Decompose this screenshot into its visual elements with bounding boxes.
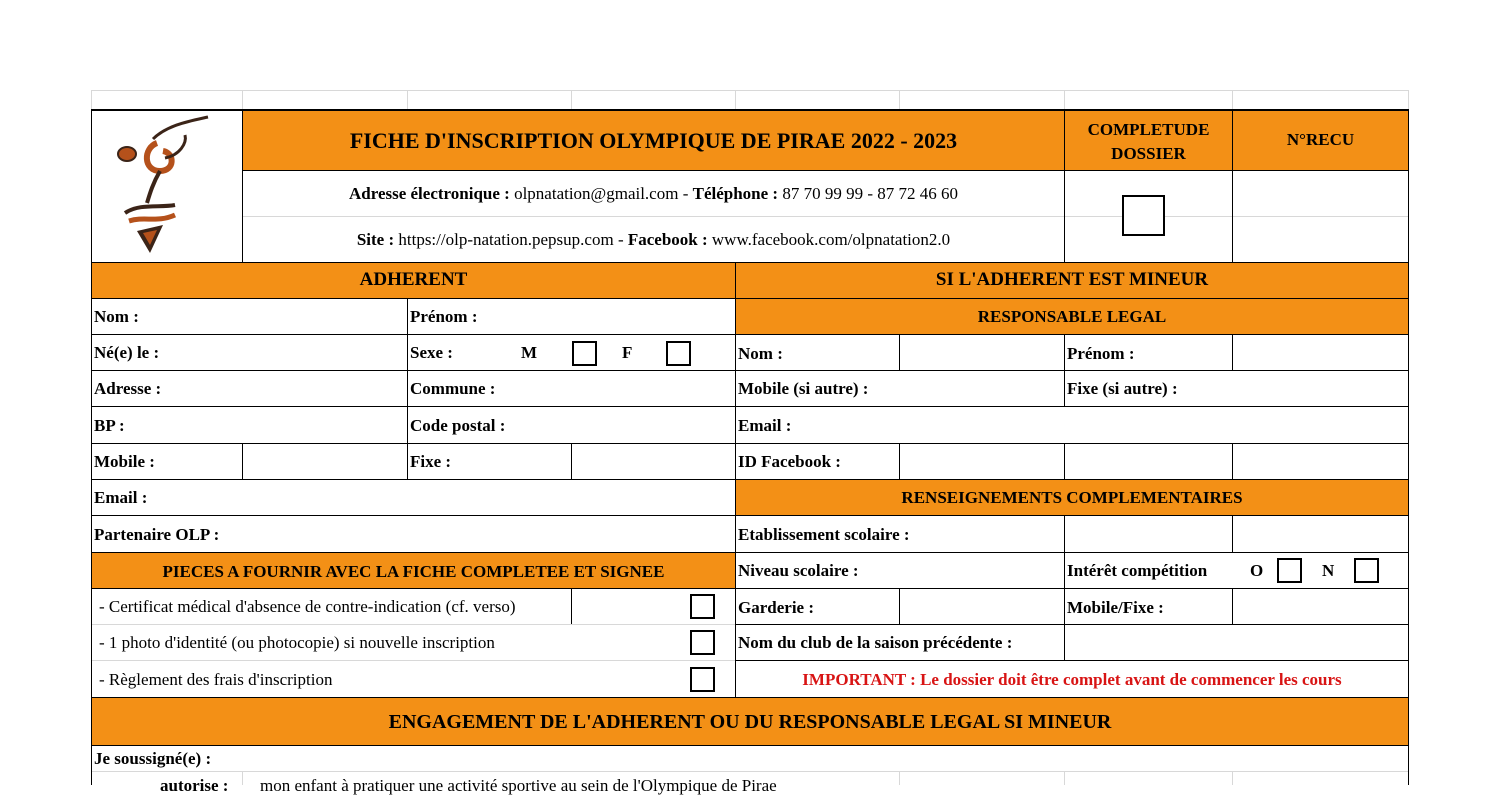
adherent-heading: ADHERENT: [359, 269, 468, 290]
facebook-label: Facebook :: [627, 230, 708, 249]
gridline: [92, 624, 735, 625]
border: [899, 443, 900, 479]
autorise-text: mon enfant à pratiquer une activité sportive au sein de l'Olympique de Pirae: [260, 776, 777, 795]
interet-non-label: N: [1322, 561, 1335, 580]
separator: -: [613, 230, 628, 249]
border: [1064, 515, 1065, 661]
border: [91, 443, 1409, 444]
site-value[interactable]: https://olp-natation.pepsup.com: [398, 230, 614, 249]
border: [1232, 588, 1233, 624]
border: [91, 109, 92, 785]
phone-value: 87 70 99 99 - 87 72 46 60: [782, 184, 959, 203]
border: [91, 552, 1409, 553]
border: [91, 262, 1409, 263]
gridline: [735, 90, 736, 110]
facebook-value[interactable]: www.facebook.com/olpnatation2.0: [711, 230, 951, 249]
club-logo: [105, 113, 230, 258]
gridline: [91, 90, 92, 110]
border: [571, 443, 572, 479]
border: [735, 660, 1409, 661]
border: [91, 334, 1409, 335]
phone-label: Téléphone :: [692, 184, 779, 203]
email-label: Adresse électronique :: [348, 184, 510, 203]
recu-label: N°RECU: [1286, 130, 1355, 149]
border: [1232, 443, 1233, 479]
gridline: [899, 771, 900, 785]
gridline: [571, 90, 572, 110]
sexe-f-checkbox[interactable]: [666, 341, 691, 366]
border: [1232, 334, 1233, 370]
adherent-nom-label: Nom :: [94, 307, 139, 326]
gridline: [1232, 771, 1233, 785]
adherent-email-label: Email :: [94, 488, 148, 507]
gridline: [1064, 771, 1065, 785]
engagement-heading: ENGAGEMENT DE L'ADHERENT OU DU RESPONSABLE LEGAL SI MINEUR: [388, 711, 1112, 733]
border: [242, 443, 243, 479]
gridline: [243, 216, 1064, 217]
adherent-sexe-label: Sexe :: [410, 343, 453, 362]
responsable-email-label: Email :: [738, 416, 792, 435]
completude-checkbox[interactable]: [1122, 195, 1165, 236]
autorise-label: autorise :: [160, 776, 229, 795]
gridline: [1065, 216, 1408, 217]
adherent-fixe-label: Fixe :: [410, 452, 452, 471]
piece-item: - 1 photo d'identité (ou photocopie) si nouvelle inscription: [99, 633, 495, 652]
adherent-bp-label: BP :: [94, 416, 125, 435]
gridline: [1408, 90, 1409, 110]
responsable-heading: RESPONSABLE LEGAL: [977, 307, 1167, 326]
responsable-mobile-label: Mobile (si autre) :: [738, 379, 869, 398]
piece-checkbox[interactable]: [690, 630, 715, 655]
email-value[interactable]: olpnatation@gmail.com: [514, 184, 679, 203]
border: [91, 109, 1409, 111]
piece-item: - Règlement des frais d'inscription: [99, 670, 333, 689]
border: [735, 624, 1409, 625]
adherent-mobile-label: Mobile :: [94, 452, 155, 471]
border: [571, 588, 572, 624]
border: [91, 298, 1409, 299]
mobile-fixe-label: Mobile/Fixe :: [1067, 598, 1164, 617]
interet-label: Intérêt compétition: [1067, 561, 1208, 580]
interet-non-checkbox[interactable]: [1354, 558, 1379, 583]
adherent-commune-label: Commune :: [410, 379, 496, 398]
border: [407, 298, 408, 479]
border: [91, 479, 1409, 480]
form-title: FICHE D'INSCRIPTION OLYMPIQUE DE PIRAE 2022 - 2023: [349, 128, 958, 153]
niveau-label: Niveau scolaire :: [738, 561, 859, 580]
border: [1064, 443, 1065, 479]
adherent-prenom-label: Prénom :: [410, 307, 478, 326]
responsable-prenom-label: Prénom :: [1067, 344, 1135, 363]
gridline: [92, 771, 1408, 772]
border: [899, 334, 900, 370]
sexe-m-label: M: [521, 343, 538, 362]
border: [91, 515, 1409, 516]
responsable-facebook-label: ID Facebook :: [738, 452, 841, 471]
completude-label: COMPLETUDE DOSSIER: [1087, 120, 1210, 163]
piece-item: - Certificat médical d'absence de contre-indication (cf. verso): [99, 597, 516, 616]
interet-oui-label: O: [1250, 561, 1264, 580]
gridline: [242, 771, 243, 785]
border: [1408, 109, 1409, 785]
mineur-heading: SI L'ADHERENT EST MINEUR: [935, 269, 1209, 290]
renseignements-heading: RENSEIGNEMENTS COMPLEMENTAIRES: [901, 488, 1243, 507]
border: [91, 406, 1409, 407]
sexe-f-label: F: [622, 343, 633, 362]
border: [735, 262, 736, 698]
partenaire-label: Partenaire OLP :: [94, 525, 220, 544]
adherent-code-postal-label: Code postal :: [410, 416, 506, 435]
border: [91, 745, 1409, 746]
separator: -: [678, 184, 693, 203]
club-precedent-label: Nom du club de la saison précédente :: [738, 633, 1013, 652]
border: [899, 588, 900, 624]
gridline: [1232, 90, 1233, 110]
piece-checkbox[interactable]: [690, 667, 715, 692]
site-line: [243, 230, 1064, 250]
border: [1064, 334, 1065, 407]
border: [242, 170, 1409, 171]
site-label: Site :: [356, 230, 395, 249]
etablissement-label: Etablissement scolaire :: [738, 525, 910, 544]
responsable-fixe-label: Fixe (si autre) :: [1067, 379, 1178, 398]
pieces-heading: PIECES A FOURNIR AVEC LA FICHE COMPLETEE ET SIGNEE: [162, 562, 665, 581]
gridline: [1064, 90, 1065, 110]
gridline: [899, 90, 900, 110]
gridline: [92, 660, 735, 661]
border: [91, 697, 1409, 698]
responsable-nom-label: Nom :: [738, 344, 783, 363]
adherent-adresse-label: Adresse :: [94, 379, 162, 398]
interet-oui-checkbox[interactable]: [1277, 558, 1302, 583]
soussigne-label: Je soussigné(e) :: [94, 749, 212, 768]
gridline: [91, 90, 1409, 91]
sexe-m-checkbox[interactable]: [572, 341, 597, 366]
contact-line: [243, 184, 1064, 204]
important-notice: IMPORTANT : Le dossier doit être complet avant de commencer les cours: [802, 670, 1342, 689]
border: [91, 588, 1409, 589]
border: [1232, 515, 1233, 552]
gridline: [407, 90, 408, 110]
piece-checkbox[interactable]: [690, 594, 715, 619]
garderie-label: Garderie :: [738, 598, 814, 617]
border: [91, 370, 1409, 371]
adherent-ne-le-label: Né(e) le :: [94, 343, 160, 362]
gridline: [242, 90, 243, 110]
